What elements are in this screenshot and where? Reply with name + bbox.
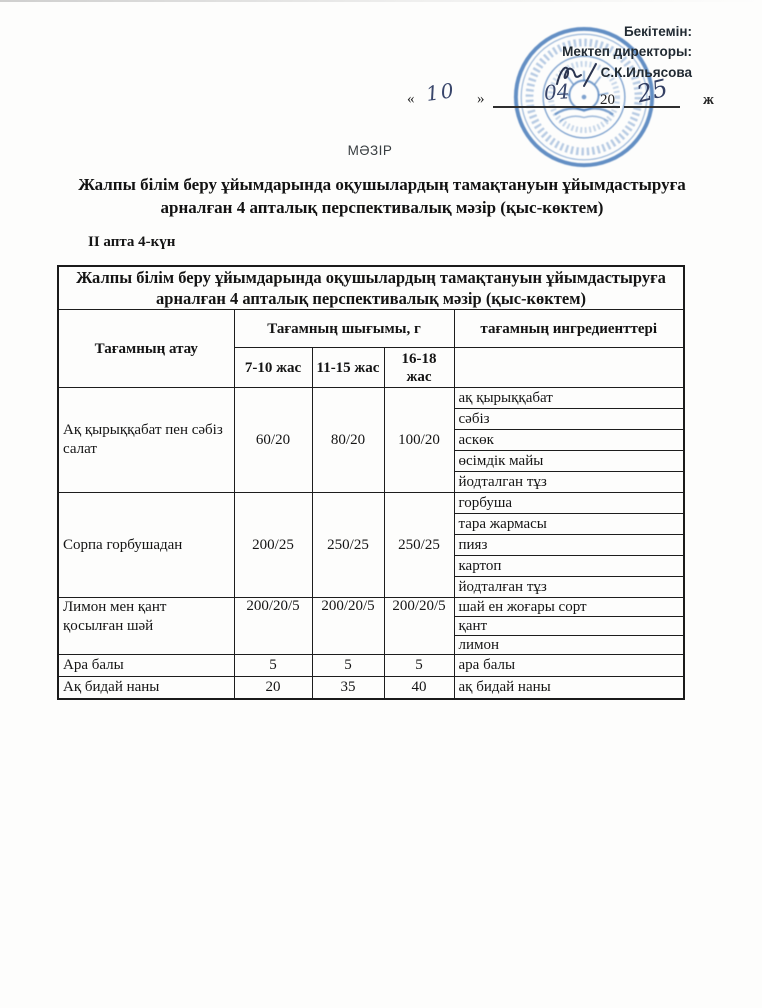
ingredient-cell: пияз bbox=[454, 535, 684, 556]
menu-table-body bbox=[58, 266, 684, 699]
signature-icon bbox=[554, 62, 600, 88]
empty-header-cell bbox=[454, 348, 684, 388]
ingredients-column-header: тағамның ингредиенттері bbox=[454, 310, 684, 348]
approval-role: Мектеп директоры: bbox=[562, 44, 692, 59]
ingredient-cell: қант bbox=[454, 617, 684, 636]
portion-cell: 60/20 bbox=[234, 388, 312, 493]
table-row bbox=[58, 388, 684, 409]
date-year-underline bbox=[624, 73, 680, 109]
ingredient-cell: аскөк bbox=[454, 430, 684, 451]
ingredient-cell: ақ қырыққабат bbox=[454, 388, 684, 409]
ingredient-cell: ақ бидай наны bbox=[454, 677, 684, 699]
ingredient-cell: ара балы bbox=[454, 655, 684, 677]
signature-row bbox=[554, 62, 692, 84]
portion-cell: 40 bbox=[384, 677, 454, 699]
approval-label: Бекітемін: bbox=[623, 24, 692, 39]
portion-cell: 250/25 bbox=[312, 493, 384, 598]
approval-block bbox=[554, 22, 692, 84]
ingredient-cell: лимон bbox=[454, 636, 684, 655]
portion-cell: 5 bbox=[234, 655, 312, 677]
dish-name-cell: Ара балы bbox=[58, 655, 234, 677]
ingredient-cell: йодталган тұз bbox=[454, 472, 684, 493]
dish-name-cell: Ақ бидай наны bbox=[58, 677, 234, 699]
dish-column-header: Тағамның атау bbox=[58, 310, 234, 388]
date-open-quote: « bbox=[407, 91, 415, 107]
ingredient-cell: шай ен жоғары сорт bbox=[454, 598, 684, 617]
ingredient-cell: йодталған тұз bbox=[454, 577, 684, 598]
ingredient-cell: сәбіз bbox=[454, 409, 684, 430]
portion-cell: 80/20 bbox=[312, 388, 384, 493]
portion-cell: 20 bbox=[234, 677, 312, 699]
date-century: 20 bbox=[600, 92, 615, 108]
table-row bbox=[58, 493, 684, 514]
age-group-header: 7-10 жас bbox=[234, 348, 312, 388]
scan-edge-artifact bbox=[0, 0, 762, 2]
portion-cell: 5 bbox=[384, 655, 454, 677]
date-year: 25 bbox=[633, 73, 671, 109]
date-day: 10 bbox=[424, 78, 457, 106]
table-row bbox=[58, 677, 684, 699]
age-group-header: 11-15 жас bbox=[312, 348, 384, 388]
portion-cell: 5 bbox=[312, 655, 384, 677]
ingredient-cell: картоп bbox=[454, 556, 684, 577]
menu-table bbox=[57, 265, 685, 700]
ingredient-cell: горбуша bbox=[454, 493, 684, 514]
portion-cell: 100/20 bbox=[384, 388, 454, 493]
table-title-cell: Жалпы білім беру ұйымдарында оқушылардың тамақтануын ұйымдастыруға арналған 4 апталық перспективалық мәзір (қыс-көктем) bbox=[58, 266, 684, 310]
approval-signer: С.К.Ильясова bbox=[600, 65, 692, 80]
table-row bbox=[58, 598, 684, 617]
dish-name-cell: Сорпа горбушадан bbox=[58, 493, 234, 598]
portion-cell: 250/25 bbox=[384, 493, 454, 598]
portion-cell: 200/20/5 bbox=[312, 598, 384, 655]
portion-cell: 200/20/5 bbox=[234, 598, 312, 655]
ingredient-cell: өсімдік майы bbox=[454, 451, 684, 472]
doc-label: МӘЗІР bbox=[347, 143, 393, 158]
date-month: 04 bbox=[542, 79, 571, 105]
portion-cell: 200/25 bbox=[234, 493, 312, 598]
table-row bbox=[58, 310, 684, 348]
ingredient-cell: тара жармасы bbox=[454, 514, 684, 535]
output-column-header: Тағамның шығымы, г bbox=[234, 310, 454, 348]
portion-cell: 35 bbox=[312, 677, 384, 699]
doc-subtitle: II апта 4-күн bbox=[88, 234, 176, 250]
doc-title: Жалпы білім беру ұйымдарында оқушылардың тамақтануын ұйымдастыруға арналған 4 апталық перспективалық мәзір (қыс-көктем) bbox=[78, 175, 686, 217]
portion-cell: 200/20/5 bbox=[384, 598, 454, 655]
dish-name-cell: Ақ қырыққабат пен сәбіз салат bbox=[58, 388, 234, 493]
table-row bbox=[58, 266, 684, 310]
date-suffix: ж bbox=[703, 92, 714, 108]
age-group-header: 16-18 жас bbox=[384, 348, 454, 388]
dish-name-cell: Лимон мен қант қосылған шәй bbox=[58, 598, 234, 655]
date-close-quote: » bbox=[477, 91, 485, 107]
table-row bbox=[58, 655, 684, 677]
